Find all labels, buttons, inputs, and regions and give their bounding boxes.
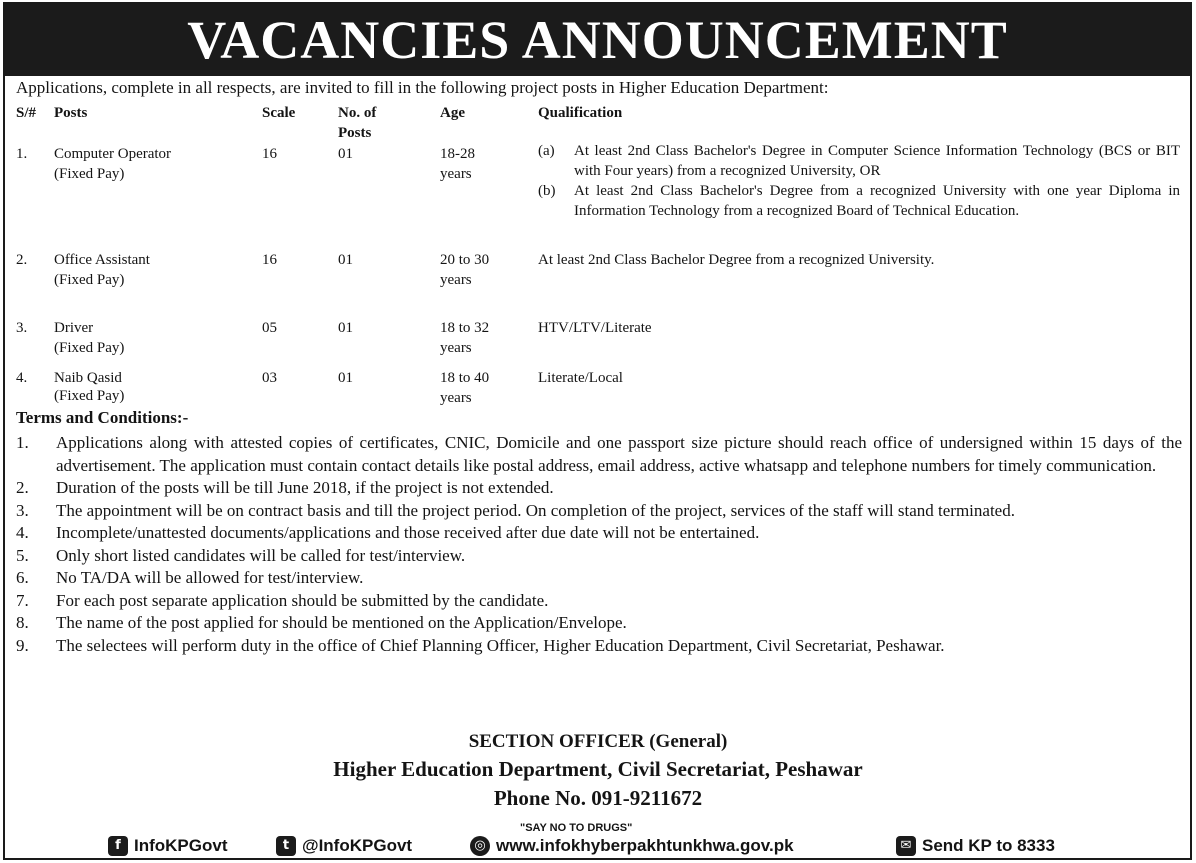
row-age: 20 to 30	[440, 252, 490, 268]
row-scale: 16	[262, 252, 277, 268]
twitter-icon: t	[276, 836, 296, 856]
term-text: Incomplete/unattested documents/applications and those received after due date will not be entertained.	[56, 523, 760, 542]
row-sn: 3.	[16, 320, 28, 336]
term-number: 4.	[16, 523, 29, 542]
row-qualification	[538, 141, 1180, 221]
term-text: Only short listed candidates will be called for test/interview.	[56, 545, 466, 565]
twitter-handle: @InfoKPGovt	[302, 836, 413, 855]
row-qualification: HTV/LTV/Literate	[538, 320, 652, 336]
row-post: Computer Operator	[54, 146, 172, 162]
list-item	[16, 635, 1182, 658]
header-posts-count: Posts	[338, 125, 372, 141]
twitter-link[interactable]	[276, 836, 412, 856]
header-scale: Scale	[262, 105, 296, 121]
option-b-label: (b)	[538, 183, 556, 199]
term-number: 9.	[16, 635, 29, 655]
list-item	[16, 432, 1182, 477]
facebook-link[interactable]	[108, 836, 228, 856]
header-posts: Posts	[54, 105, 88, 121]
row-age: 18-28	[440, 146, 475, 162]
terms-list	[16, 432, 1182, 657]
term-number: 7.	[16, 590, 29, 610]
term-text: The appointment will be on contract basis and till the project period. On completion of the project, services of the staff will stand terminated.	[56, 500, 1015, 520]
header-qualification: Qualification	[538, 105, 623, 121]
row-count: 01	[338, 252, 353, 268]
list-item	[16, 545, 1182, 568]
row-sn: 1.	[16, 146, 28, 162]
row-qualification: At least 2nd Class Bachelor Degree from a recognized University.	[538, 252, 935, 268]
row-pay: (Fixed Pay)	[54, 272, 125, 288]
sms-text: Send KP to 8333	[922, 836, 1055, 855]
list-item	[16, 477, 1182, 500]
term-number: 8.	[16, 613, 29, 632]
row-post: Office Assistant	[54, 252, 150, 268]
term-text: For each post separate application should be submitted by the candidate.	[56, 590, 549, 610]
qualification-option-b	[538, 181, 1180, 221]
term-number: 2.	[16, 478, 29, 497]
header-age: Age	[440, 105, 465, 121]
option-b-text: At least 2nd Class Bachelor's Degree from a recognized University with one year Diploma in Information Technology from a recognized Board of Technical Education.	[574, 183, 1180, 219]
list-item	[16, 522, 1182, 545]
sms-info	[896, 836, 1055, 856]
globe-icon: ◎	[470, 836, 490, 856]
row-sn: 2.	[16, 252, 28, 268]
row-age: 18 to 40	[440, 370, 490, 386]
sms-icon: ✉	[896, 836, 916, 856]
row-pay: (Fixed Pay)	[54, 340, 125, 356]
list-item	[16, 500, 1182, 523]
term-number: 1.	[16, 433, 29, 452]
row-scale: 16	[262, 146, 277, 162]
qualification-option-a	[538, 141, 1180, 181]
row-age-unit: years	[440, 340, 472, 356]
term-number: 3.	[16, 500, 29, 520]
term-number: 6.	[16, 568, 29, 587]
row-age: 18 to 32	[440, 320, 490, 336]
facebook-icon: f	[108, 836, 128, 856]
header-sn: S/#	[16, 105, 37, 121]
option-a-label: (a)	[538, 143, 555, 159]
row-age-unit: years	[440, 390, 472, 406]
row-qualification: Literate/Local	[538, 370, 623, 386]
term-text: Applications along with attested copies of certificates, CNIC, Domicile and one passport size picture should reach office of undersigned within 15 days of the advertisement. The application must contain contact details like postal address, email address, active whatsapp and telephone numbers for timely communication.	[56, 433, 1182, 475]
term-text: The selectees will perform duty in the office of Chief Planning Officer, Higher Education Department, Civil Secretariat, Peshawar.	[56, 635, 945, 655]
row-count: 01	[338, 370, 353, 386]
header-no-of: No. of	[338, 105, 377, 121]
term-text: The name of the post applied for should be mentioned on the Application/Envelope.	[56, 613, 627, 632]
phone-number: Phone No. 091-9211672	[493, 786, 703, 810]
row-sn: 4.	[16, 370, 28, 386]
term-text: No TA/DA will be allowed for test/interview.	[56, 568, 364, 587]
intro-text: Applications, complete in all respects, are invited to fill in the following project posts in Higher Education Department:	[16, 78, 829, 97]
row-count: 01	[338, 320, 353, 336]
list-item	[16, 567, 1182, 590]
option-a-text: At least 2nd Class Bachelor's Degree in Computer Science Information Technology (BCS or BIT with Four years) from a recognized University, OR	[574, 143, 1180, 179]
terms-heading: Terms and Conditions:-	[16, 408, 189, 427]
row-scale: 03	[262, 370, 277, 386]
row-pay: (Fixed Pay)	[54, 388, 125, 404]
row-count: 01	[338, 146, 353, 162]
row-age-unit: years	[440, 166, 472, 182]
signatory-title: SECTION OFFICER (General)	[468, 731, 728, 752]
website-link[interactable]	[470, 836, 794, 856]
term-text: Duration of the posts will be till June 2018, if the project is not extended.	[56, 478, 554, 497]
row-scale: 05	[262, 320, 277, 336]
row-age-unit: years	[440, 272, 472, 288]
website-url: www.infokhyberpakhtunkhwa.gov.pk	[496, 836, 794, 855]
row-post: Driver	[54, 320, 94, 336]
department-address: Higher Education Department, Civil Secretariat, Peshawar	[333, 757, 863, 781]
row-post: Naib Qasid	[54, 370, 122, 386]
footer	[0, 820, 1196, 860]
facebook-handle: InfoKPGovt	[134, 836, 228, 855]
term-number: 5.	[16, 545, 29, 565]
list-item	[16, 612, 1182, 635]
slogan: "SAY NO TO DRUGS"	[520, 822, 633, 834]
row-pay: (Fixed Pay)	[54, 166, 125, 182]
title-banner	[5, 4, 1190, 76]
page-title: VACANCIES ANNOUNCEMENT	[187, 10, 1008, 70]
list-item	[16, 590, 1182, 613]
